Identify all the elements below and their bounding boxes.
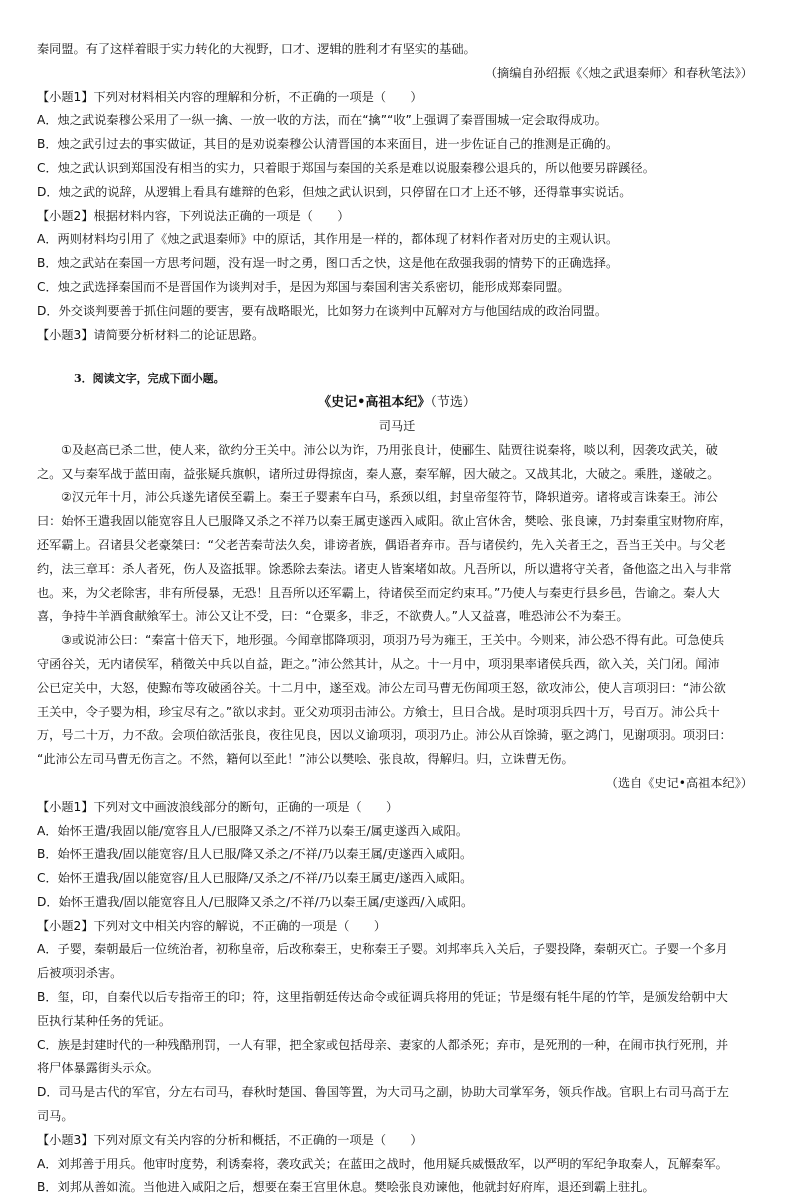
question-stem: 【小题1】下列对材料相关内容的理解和分析，不正确的一项是（ ） (37, 89, 423, 104)
passage-line: 之。又与秦军战于蓝田南，益张疑兵旗帜，诸所过毋得掠卤，秦人憙，秦军解，因大破之。又战其北，大破之。乘胜，遂破之。 (37, 466, 720, 481)
option-c: C．烛之武选择秦国而不是晋国作为谈判对手，是因为郑国与秦国利害关系密切，能形成郑秦同盟。 (37, 279, 570, 294)
passage-line: 还军霸上。召诸县父老豪桀曰：“父老苦秦苛法久矣，诽谤者族，偶语者弃市。吾与诸侯约，先入关者王之，吾当王关中。与父老 (37, 537, 726, 552)
option-c: C．族是封建时代的一种残酷刑罚，一人有罪，把全家或包括母亲、妻家的人都杀死；弃市，是死刑的一种，在闹市执行死刑，并 (37, 1037, 729, 1052)
passage-line: ③或说沛公曰：“秦富十倍天下，地形强。今闻章邯降项羽，项羽乃号为雍王，王关中。今则来，沛公恐不得有此。可急使兵 (61, 633, 725, 648)
question-stem: 【小题2】根据材料内容，下列说法正确的一项是（ ） (37, 208, 350, 223)
option-a-cont: 后被项羽杀害。 (37, 966, 123, 981)
option-b: B．刘邦从善如流。当他进入咸阳之后，想要在秦王宫里休息。樊哙张良劝谏他，他就封好府库，退还到霸上驻扎。 (37, 1180, 655, 1195)
option-a: A．烛之武说秦穆公采用了一纵一擒、一放一收的方法，而在“擒”“收”上强调了秦晋围城一定会取得成功。 (37, 113, 607, 128)
option-a: A．始怀王遣/我固以能/宽容且人/已服降又杀之/不祥乃以秦王/属吏遂西入咸阳。 (37, 823, 469, 838)
passage-source: （摘编自孙绍振《〈烛之武退秦师〉和春秋笔法》） (484, 65, 753, 80)
passage-line: ①及赵高已杀二世，使人来，欲约分王关中。沛公以为诈，乃用张良计，使郦生、陆贾往说秦将，啖以利，因袭攻武关，破 (61, 442, 718, 457)
option-b: B．烛之武引过去的事实做证，其目的是劝说秦穆公认清晋国的本来面目，进一步佐证自己的推测是正确的。 (37, 137, 619, 152)
question-stem: 【小题3】下列对原文有关内容的分析和概括，不正确的一项是（ ） (37, 1132, 423, 1147)
passage-line: 约，法三章耳：杀人者死，伤人及盗抵罪。馀悉除去秦法。诸吏人皆案堵如故。凡吾所以，所以遣将守关者，备他盗之出入与非常 (37, 561, 732, 576)
title-suffix: （节选） (430, 395, 476, 411)
option-a: A．两则材料均引用了《烛之武退秦师》中的原话，其作用是一样的，都体现了材料作者对历史的主观认识。 (37, 232, 619, 247)
option-c-cont: 将尸体暴露街头示众。 (37, 1061, 159, 1076)
passage-line: 王关中，令子婴为相，珍宝尽有之。”欲以求封。亚父劝项羽击沛公。方飨士，旦日合战。是时项羽兵四十万，号百万。沛公兵十 (37, 704, 720, 719)
option-b: B．玺，印，自秦代以后专指帝王的印；符，这里指朝廷传达命令或征调兵将用的凭证；节是缀有牦牛尾的竹竿，是颁发给朝中大 (37, 990, 728, 1005)
passage-line: 守函谷关，无内诸侯军，稍徵关中兵以自益，距之。”沛公然其计，从之。十一月中，项羽果率诸侯兵西，欲入关，关门闭。闻沛 (37, 656, 720, 671)
option-c: C．始怀王遣我/固以能宽容/且人已服降/又杀之/不祥/乃以秦王属吏/遂西入咸阳。 (37, 871, 473, 886)
option-a: A．刘邦善于用兵。他审时度势，利诱秦将，袭攻武关；在蓝田之战时，他用疑兵威慑敌军，以严明的军纪争取秦人，瓦解秦军。 (37, 1156, 728, 1171)
passage-title (37, 391, 757, 415)
question-stem: 【小题1】下列对文中画波浪线部分的断句，正确的一项是（ ） (37, 799, 399, 814)
option-b-cont: 臣执行某种任务的凭证。 (37, 1013, 172, 1028)
title-text: 《史记•高祖本纪》 (318, 395, 431, 411)
passage-line: 公已定关中，大怒，使黥布等攻破函谷关。十二月中，遂至戏。沛公左司马曹无伤闻项王怒，欲攻沛公，使人言项羽曰：“沛公欲 (37, 680, 726, 695)
section-heading: 3．阅读文字，完成下面小题。 (74, 372, 225, 386)
document-page (37, 38, 757, 1200)
question-stem: 【小题3】请简要分析材料二的论证思路。 (37, 327, 265, 342)
question-stem: 【小题2】下列对文中相关内容的解说，不正确的一项是（ ） (37, 918, 387, 933)
option-d: D．外交谈判要善于抓住问题的要害，要有战略眼光，比如努力在谈判中瓦解对方与他国结成的政治同盟。 (37, 303, 608, 318)
passage-line: 万，号二十万，力不敌。会项伯欲活张良，夜往见良，因以义谕项羽，项羽乃止。沛公从百馀骑，驱之鸿门，见谢项羽。项羽曰： (37, 728, 732, 743)
option-d: D．始怀王遣我/固以能宽容且人/已服降又杀之/不祥/乃以秦王属/吏遂西/入咸阳。 (37, 894, 474, 909)
option-c: C．烛之武认识到郑国没有相当的实力，只着眼于郑国与秦国的关系是难以说服秦穆公退兵的，所以他要另辟蹊径。 (37, 160, 655, 175)
passage-line: 也。来，为父老除害，非有所侵暴，无恐！且吾所以还军霸上，待诸侯至而定约束耳。”乃使人与秦吏行县乡邑，告谕之。秦人大 (37, 585, 720, 600)
passage-line: ②汉元年十月，沛公兵遂先诸侯至霸上。秦王子婴素车白马，系颈以组，封皇帝玺符节，降轵道旁。诸将或言诛秦王。沛公 (61, 490, 718, 505)
option-d: D．烛之武的说辞，从逻辑上看具有雄辩的色彩，但烛之武认识到，只停留在口才上还不够，还得靠事实说话。 (37, 184, 632, 199)
option-b: B．始怀王遣我/固以能宽容/且人已服/降又杀之/不祥/乃以秦王属/吏遂西入咸阳。 (37, 847, 473, 862)
passage-text-line: 秦同盟。有了这样着眼于实力转化的大视野，口才、逻辑的胜利才有坚实的基础。 (37, 42, 476, 56)
passage-line: 曰：始怀王遣我固以能宽容且人已服降又杀之不祥乃以秦王属吏遂西入咸阳。欲止宫休舍，樊哙、张良谏，乃封秦重宝财物府库， (37, 514, 732, 529)
passage-source: （选自《史记•高祖本纪》） (605, 775, 753, 790)
option-b: B．烛之武站在秦国一方思考问题，没有逞一时之勇，图口舌之快，这是他在敌强我弱的情势下的正确选择。 (37, 256, 619, 271)
option-a: A．子婴，秦朝最后一位统治者，初称皇帝，后改称秦王，史称秦王子婴。刘邦率兵入关后，子婴投降，秦朝灭亡。子婴一个多月 (37, 942, 728, 957)
passage-line: “此沛公左司马曹无伤言之。不然，籍何以至此！”沛公以樊哙、张良故，得解归。归，立诛曹无伤。 (37, 752, 574, 767)
option-d: D．司马是古代的军官，分左右司马，春秋时楚国、鲁国等置，为大司马之副，协助大司掌军务，领兵作战。官职上右司马高于左 (37, 1085, 729, 1100)
option-d-cont: 司马。 (37, 1109, 74, 1124)
passage-author: 司马迁 (378, 418, 416, 433)
passage-line: 喜，争持牛羊酒食献飨军士。沛公又让不受，曰：“仓粟多，非乏，不欲费人。”人又益喜，唯恐沛公不为秦王。 (37, 609, 629, 624)
